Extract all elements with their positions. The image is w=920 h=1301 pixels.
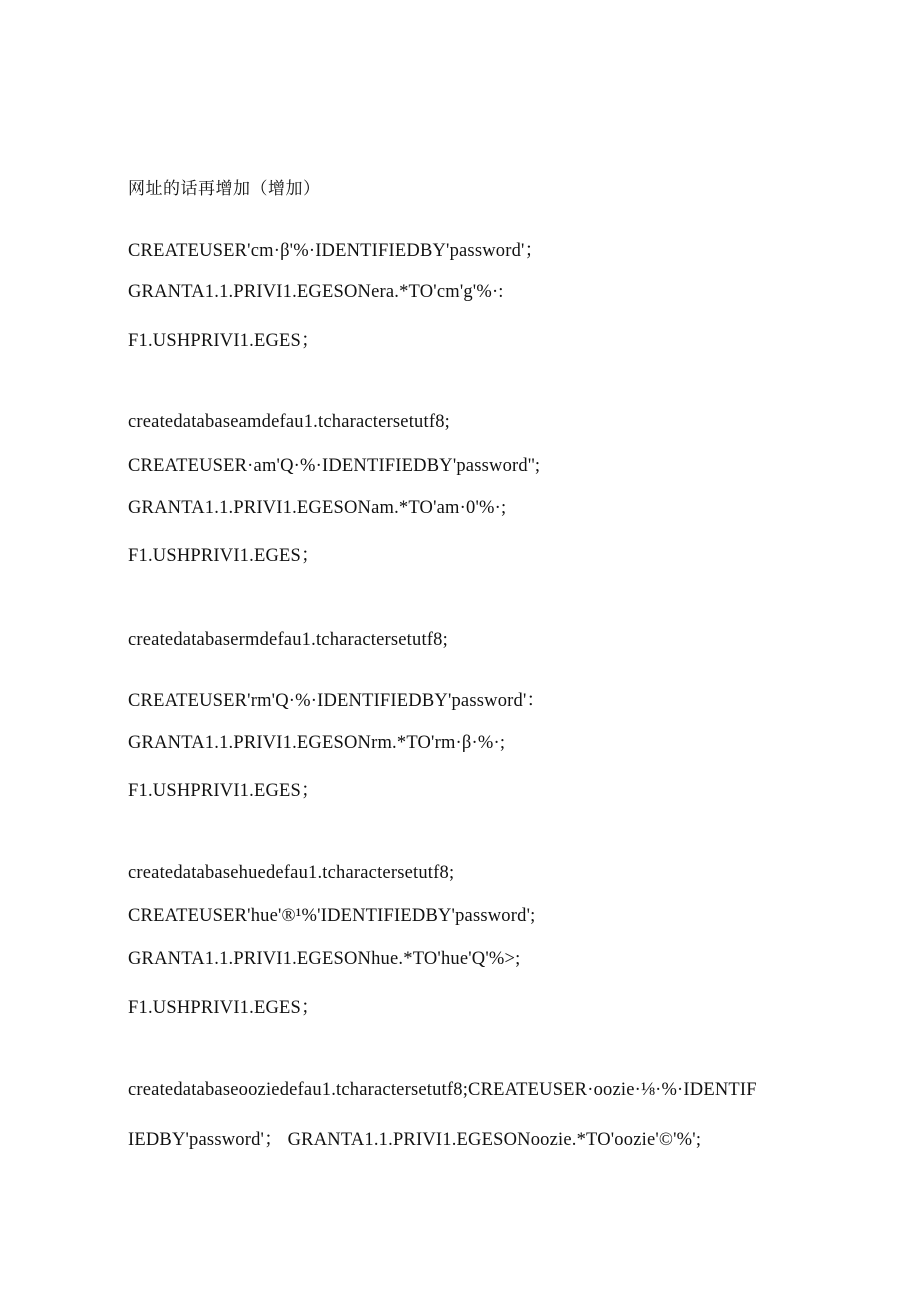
sql-line: F1.USHPRIVI1.EGES；: [128, 331, 320, 351]
section-heading: 网址的话再增加（增加）: [128, 179, 321, 199]
sql-line: CREATEUSER·am'Q·%·IDENTIFIEDBY'password'';: [128, 456, 541, 476]
sql-line: CREATEUSER'hue'®¹%'IDENTIFIEDBY'password';: [128, 906, 536, 926]
sql-line: GRANTA1.1.PRIVI1.EGESONera.*TO'cm'g'%·:: [128, 282, 504, 302]
sql-line: F1.USHPRIVI1.EGES；: [128, 546, 320, 566]
sql-line: F1.USHPRIVI1.EGES；: [128, 998, 320, 1018]
sql-line: GRANTA1.1.PRIVI1.EGESONrm.*TO'rm·β·%·;: [128, 733, 506, 753]
sql-line: CREATEUSER'cm·β'%·IDENTIFIEDBY'password'；: [128, 241, 544, 261]
sql-line: IEDBY'password'； GRANTA1.1.PRIVI1.EGESONoozie.*TO'oozie'©'%';: [128, 1130, 702, 1150]
sql-line: GRANTA1.1.PRIVI1.EGESONam.*TO'am·0'%·;: [128, 498, 507, 518]
sql-line: createdatabaseooziedefau1.tcharactersetutf8;CREATEUSER·oozie·⅛·%·IDENTIF: [128, 1080, 757, 1100]
sql-line: CREATEUSER'rm'Q·%·IDENTIFIEDBY'password'：: [128, 691, 546, 711]
sql-line: GRANTA1.1.PRIVI1.EGESONhue.*TO'hue'Q'%>;: [128, 949, 521, 969]
sql-line: createdatabaseamdefau1.tcharactersetutf8;: [128, 412, 450, 432]
sql-line: F1.USHPRIVI1.EGES；: [128, 781, 320, 801]
sql-line: createdatabasermdefau1.tcharactersetutf8;: [128, 630, 448, 650]
sql-line: createdatabasehuedefau1.tcharactersetutf8;: [128, 863, 455, 883]
